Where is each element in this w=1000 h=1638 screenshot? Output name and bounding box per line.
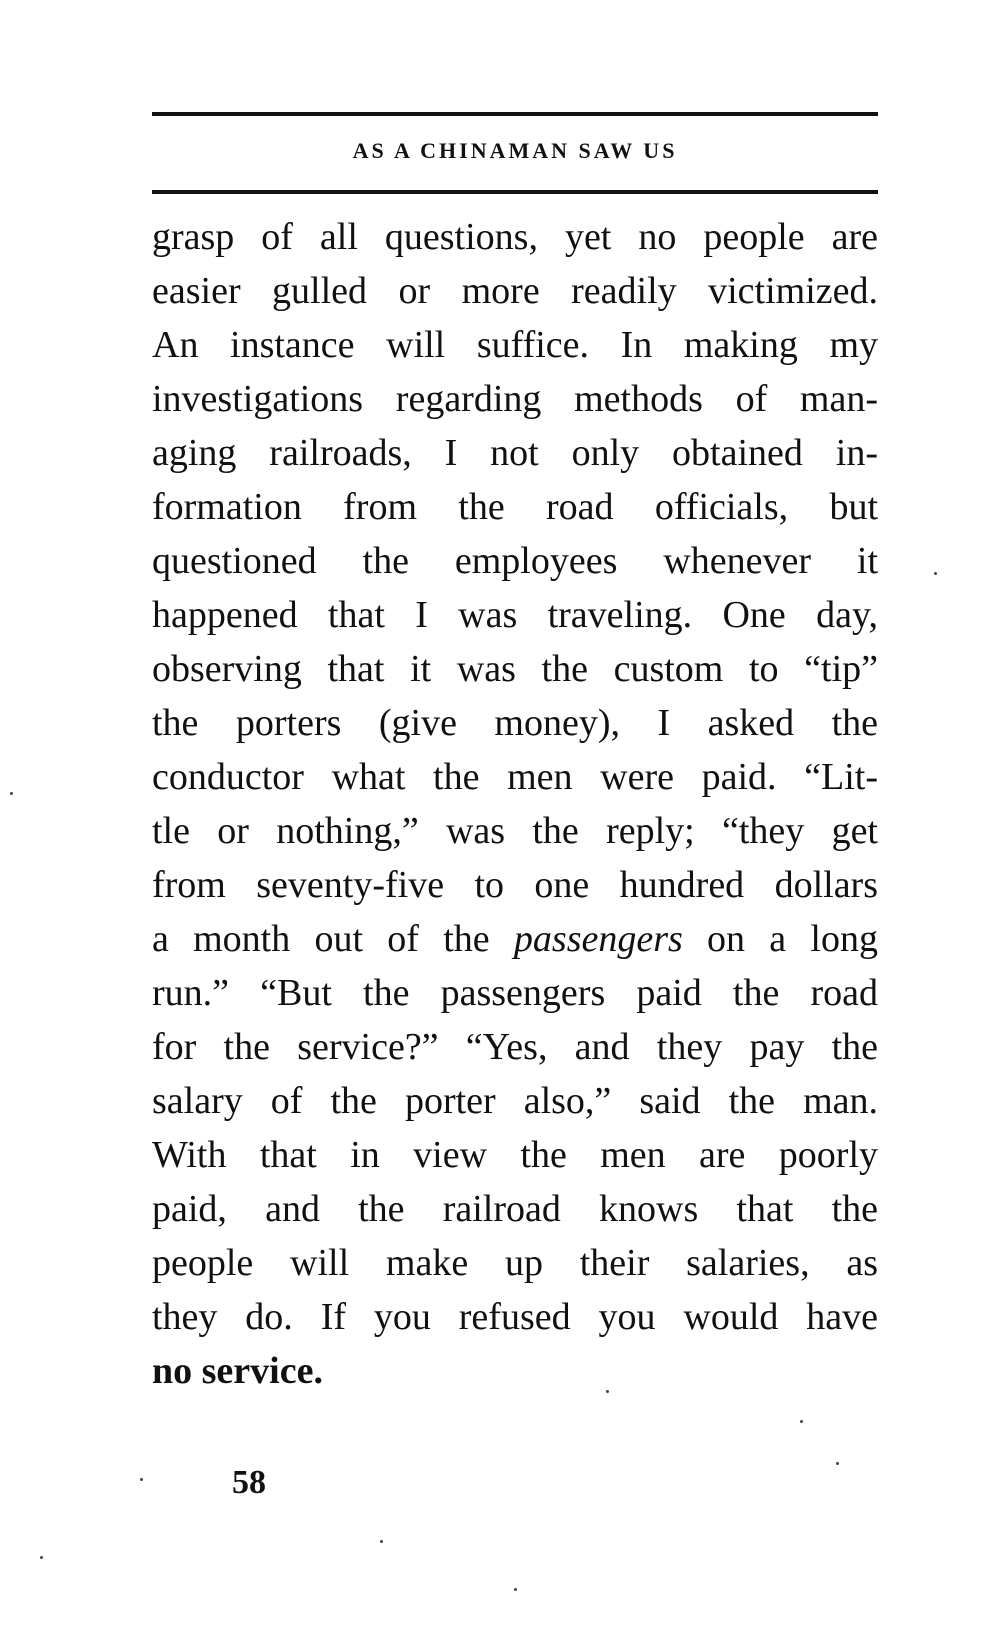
- header-rule-bottom: [152, 190, 878, 194]
- body-text: [152, 210, 878, 1398]
- scan-speck: [40, 1556, 43, 1559]
- running-title: AS A CHINAMAN SAW US: [352, 138, 678, 163]
- page-number: 58: [232, 1464, 266, 1501]
- text-line: aging railroads, I not only obtained in-: [152, 432, 878, 474]
- text-line-with-italic: [152, 912, 878, 966]
- text-line: questioned the employees whenever it: [152, 540, 878, 582]
- text-segment: a month out of the: [152, 918, 514, 960]
- text-line: conductor what the men were paid. “Lit-: [152, 756, 878, 798]
- text-line: the porters (give money), I asked the: [152, 702, 878, 744]
- text-line: An instance will suffice. In making my: [152, 324, 878, 366]
- text-line: observing that it was the custom to “tip”: [152, 648, 878, 690]
- text-line: they do. If you refused you would have: [152, 1296, 878, 1338]
- scan-speck: [606, 1390, 609, 1393]
- text-line: tle or nothing,” was the reply; “they get: [152, 810, 878, 852]
- text-line: salary of the porter also,” said the man.: [152, 1080, 878, 1122]
- header-rule-top: [152, 112, 878, 116]
- scan-speck: [800, 1420, 803, 1423]
- scan-speck: [514, 1588, 517, 1591]
- scan-speck: [10, 792, 13, 795]
- text-line: happened that I was traveling. One day,: [152, 594, 878, 636]
- text-line: run.” “But the passengers paid the road: [152, 972, 878, 1014]
- text-line-last: no service.: [152, 1350, 323, 1392]
- text-line: formation from the road officials, but: [152, 486, 878, 528]
- scan-speck: [836, 1462, 839, 1465]
- text-line: grasp of all questions, yet no people are: [152, 216, 878, 258]
- scan-speck: [380, 1540, 383, 1543]
- text-line: people will make up their salaries, as: [152, 1242, 878, 1284]
- text-line: investigations regarding methods of man-: [152, 378, 878, 420]
- text-line: paid, and the railroad knows that the: [152, 1188, 878, 1230]
- text-segment: on a long: [682, 918, 878, 960]
- text-line: easier gulled or more readily victimized.: [152, 270, 878, 312]
- scan-speck: [140, 1478, 143, 1481]
- scan-speck: [934, 572, 937, 575]
- italic-word: passengers: [513, 918, 683, 960]
- text-line: With that in view the men are poorly: [152, 1134, 878, 1176]
- text-line: for the service?” “Yes, and they pay the: [152, 1026, 878, 1068]
- text-line: from seventy-five to one hundred dollars: [152, 864, 878, 906]
